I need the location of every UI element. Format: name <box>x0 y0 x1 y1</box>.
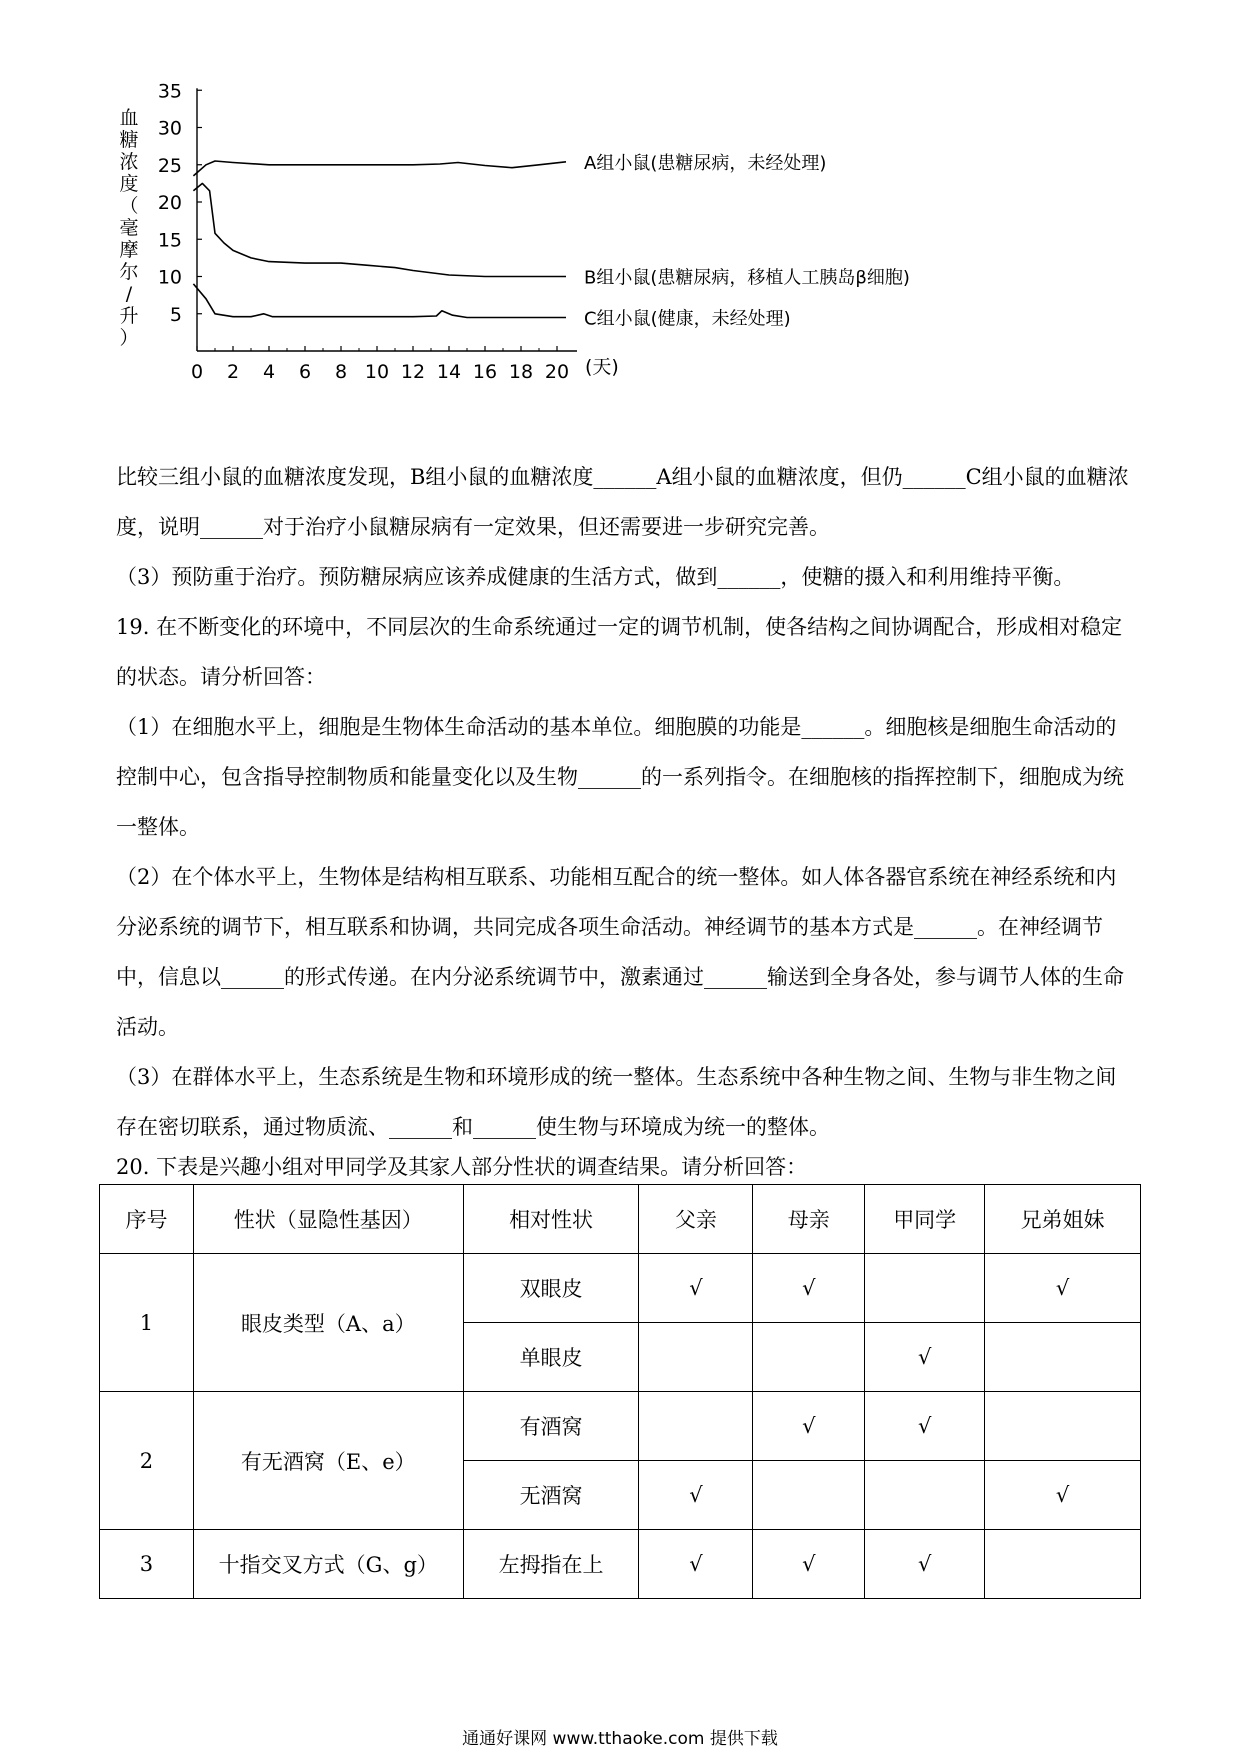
y-tick-label: 25 <box>157 154 182 177</box>
x-tick-label: 14 <box>436 361 462 383</box>
y-tick-label: 30 <box>157 117 182 140</box>
header-mother: 母亲 <box>753 1185 865 1254</box>
cell-relative-trait: 无酒窝 <box>463 1461 639 1530</box>
cell-no: 3 <box>100 1530 194 1599</box>
cell-check: √ <box>985 1461 1141 1530</box>
cell-check: √ <box>865 1530 985 1599</box>
cell-check <box>865 1461 985 1530</box>
cell-trait: 有无酒窝（E、e） <box>193 1392 463 1530</box>
paragraph-q19-2: （2）在个体水平上，生物体是结构相互联系、功能相互配合的统一整体。如人体各器官系统在神经系统和内分泌系统的调节下，相互联系和协调，共同完成各项生命活动。神经调节的基本方式是______。在神经调节中，信息以______的形式传递。在内分泌系统调节中，激素通过______输送到全身各处，参与调节人体的生命活动。 <box>116 865 1124 1039</box>
cell-check: √ <box>639 1461 753 1530</box>
cell-check: √ <box>985 1254 1141 1323</box>
x-tick-label: 18 <box>508 361 534 383</box>
paragraph-q20-intro: 20. 下表是兴趣小组对甲同学及其家人部分性状的调查结果。请分析回答： <box>116 1155 808 1179</box>
x-tick-label: 6 <box>298 361 312 383</box>
series-line <box>193 183 566 276</box>
series-label: A组小鼠(患糖尿病，未经处理) <box>584 152 827 174</box>
cell-check: √ <box>639 1530 753 1599</box>
paragraph-q19-intro: 19. 在不断变化的环境中，不同层次的生命系统通过一定的调节机制，使各结构之间协调配合，形成相对稳定的状态。请分析回答： <box>116 615 1123 689</box>
cell-relative-trait: 单眼皮 <box>463 1323 639 1392</box>
cell-check <box>865 1254 985 1323</box>
y-axis-label-char: 尔 <box>119 261 139 283</box>
header-student: 甲同学 <box>865 1185 985 1254</box>
x-tick-label: 10 <box>364 361 390 383</box>
paragraph-q19-3: （3）在群体水平上，生态系统是生物和环境形成的统一整体。生态系统中各种生物之间、生物与非生物之间存在密切联系，通过物质流、______和______使生物与环境成为统一的整体。 <box>116 1065 1117 1139</box>
y-tick-label: 15 <box>157 229 182 252</box>
header-relative-trait: 相对性状 <box>463 1185 639 1254</box>
cell-check <box>985 1323 1141 1392</box>
blood-sugar-chart <box>119 80 1000 440</box>
y-axis-label-char: 摩 <box>119 239 139 261</box>
y-axis-label-char: 浓 <box>119 151 139 173</box>
x-tick-label: 0 <box>190 361 204 383</box>
y-tick-label: 10 <box>157 266 182 289</box>
series-label: C组小鼠(健康，未经处理) <box>584 308 791 330</box>
table-header-row <box>100 1185 1141 1254</box>
trait-survey-table <box>99 1184 1141 1599</box>
x-tick-label: 20 <box>544 361 570 383</box>
cell-no: 1 <box>100 1254 194 1392</box>
series-label: B组小鼠(患糖尿病，移植人工胰岛β细胞) <box>584 267 910 289</box>
table-row <box>100 1392 1141 1461</box>
cell-check: √ <box>753 1392 865 1461</box>
paragraph-compare: 比较三组小鼠的血糖浓度发现，B组小鼠的血糖浓度______A组小鼠的血糖浓度，但仍______C组小鼠的血糖浓度，说明______对于治疗小鼠糖尿病有一定效果，但还需要进一步研究完善。 <box>116 465 1129 539</box>
x-axis-label: (天) <box>585 356 619 378</box>
table-row <box>100 1530 1141 1599</box>
x-tick-label: 8 <box>334 361 348 383</box>
series-line <box>193 161 566 176</box>
y-axis-label-char: / <box>125 283 133 305</box>
y-tick-label: 20 <box>157 192 182 214</box>
x-tick-label: 4 <box>262 361 276 383</box>
cell-check <box>639 1323 753 1392</box>
x-tick-label: 16 <box>472 361 498 383</box>
paragraph-q3-prevention: （3）预防重于治疗。预防糖尿病应该养成健康的生活方式，做到______，使糖的摄入和利用维持平衡。 <box>116 565 1075 589</box>
cell-check <box>639 1392 753 1461</box>
y-axis-label-char: 糖 <box>119 129 139 151</box>
paragraph-q19-1: （1）在细胞水平上，细胞是生物体生命活动的基本单位。细胞膜的功能是______。细胞核是细胞生命活动的控制中心，包含指导控制物质和能量变化以及生物______的一系列指令。在细胞核的指挥控制下，细胞成为统一整体。 <box>116 715 1124 839</box>
y-axis-label-char: （ <box>119 195 139 217</box>
cell-check: √ <box>753 1530 865 1599</box>
blood-sugar-line-chart <box>119 80 1000 440</box>
x-tick-label: 12 <box>400 361 426 383</box>
cell-trait: 眼皮类型（A、a） <box>193 1254 463 1392</box>
table-row <box>100 1254 1141 1323</box>
cell-check: √ <box>865 1323 985 1392</box>
cell-trait: 十指交叉方式（G、g） <box>193 1530 463 1599</box>
cell-check <box>985 1392 1141 1461</box>
cell-check <box>753 1461 865 1530</box>
header-siblings: 兄弟姐妹 <box>985 1185 1141 1254</box>
y-axis-label-char: 血 <box>119 107 139 129</box>
y-tick-label: 35 <box>157 80 182 103</box>
cell-relative-trait: 左拇指在上 <box>463 1530 639 1599</box>
series-line <box>193 284 566 318</box>
y-axis-label-char: ） <box>119 327 139 349</box>
page-footer: 通通好课网 www.tthaoke.com 提供下载 <box>462 1729 778 1749</box>
header-trait: 性状（显隐性基因） <box>193 1185 463 1254</box>
header-no: 序号 <box>100 1185 194 1254</box>
cell-check: √ <box>865 1392 985 1461</box>
header-father: 父亲 <box>639 1185 753 1254</box>
y-tick-label: 5 <box>169 303 182 326</box>
y-axis-label-char: 度 <box>119 173 139 195</box>
cell-check: √ <box>639 1254 753 1323</box>
cell-check: √ <box>753 1254 865 1323</box>
y-axis-label-char: 升 <box>119 305 139 327</box>
x-tick-label: 2 <box>226 361 240 383</box>
y-axis-label-char: 毫 <box>119 217 139 239</box>
cell-check <box>985 1530 1141 1599</box>
cell-check <box>753 1323 865 1392</box>
cell-relative-trait: 有酒窝 <box>463 1392 639 1461</box>
cell-no: 2 <box>100 1392 194 1530</box>
cell-relative-trait: 双眼皮 <box>463 1254 639 1323</box>
